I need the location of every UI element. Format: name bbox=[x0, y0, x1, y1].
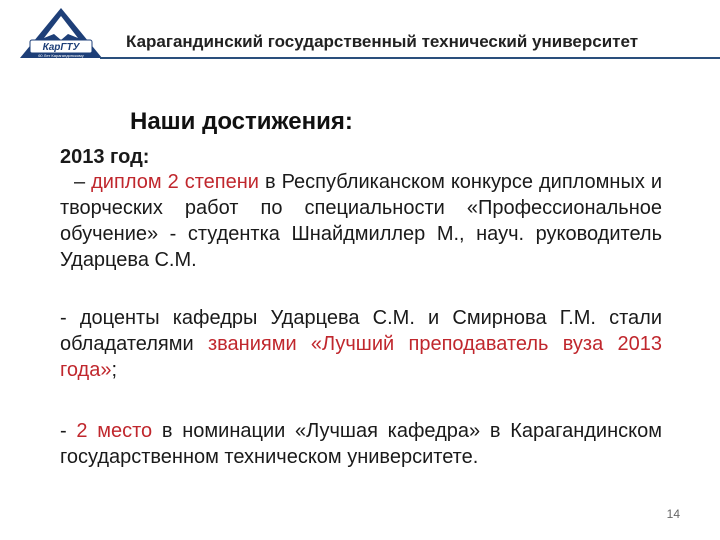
item3-text: в номинации «Лучшая кафедра» в Карагандинском государственном техническом университете. bbox=[60, 420, 662, 468]
logo-mountain-icon bbox=[18, 6, 104, 60]
item2-text: - доценты кафедры Ударцева С.М. и Смирнова Г.М. стали обладателями bbox=[60, 307, 662, 355]
achievement-item-3 bbox=[60, 418, 662, 470]
page-number: 14 bbox=[666, 507, 680, 521]
university-name: Карагандинский государственный технический университет bbox=[126, 32, 639, 51]
slide-heading: Наши достижения: bbox=[130, 108, 353, 135]
item3-highlight: 2 место bbox=[76, 420, 153, 442]
logo-subtext: 60 Лет Карагандинскому bbox=[38, 53, 84, 58]
header-divider bbox=[100, 57, 720, 59]
achievement-item-2 bbox=[60, 305, 662, 383]
item3-prefix: - bbox=[60, 420, 77, 442]
achievement-item-1 bbox=[60, 169, 662, 273]
item1-prefix: – bbox=[74, 171, 92, 193]
logo-text: КарГТУ bbox=[42, 42, 80, 53]
item2-highlight: званиями «Лучший преподаватель вуза 2013 года» bbox=[60, 333, 663, 381]
university-logo bbox=[18, 6, 104, 60]
year-label: 2013 год: bbox=[60, 146, 150, 168]
item2-suffix: ; bbox=[111, 359, 118, 381]
item1-highlight: диплом 2 степени bbox=[91, 171, 259, 193]
item1-text: в Республиканском конкурсе дипломных и творческих работ по специальности «Профессиональное обучение» - студентка Шнайдмиллер М., науч. руководитель Ударцева С.М. bbox=[60, 171, 663, 271]
